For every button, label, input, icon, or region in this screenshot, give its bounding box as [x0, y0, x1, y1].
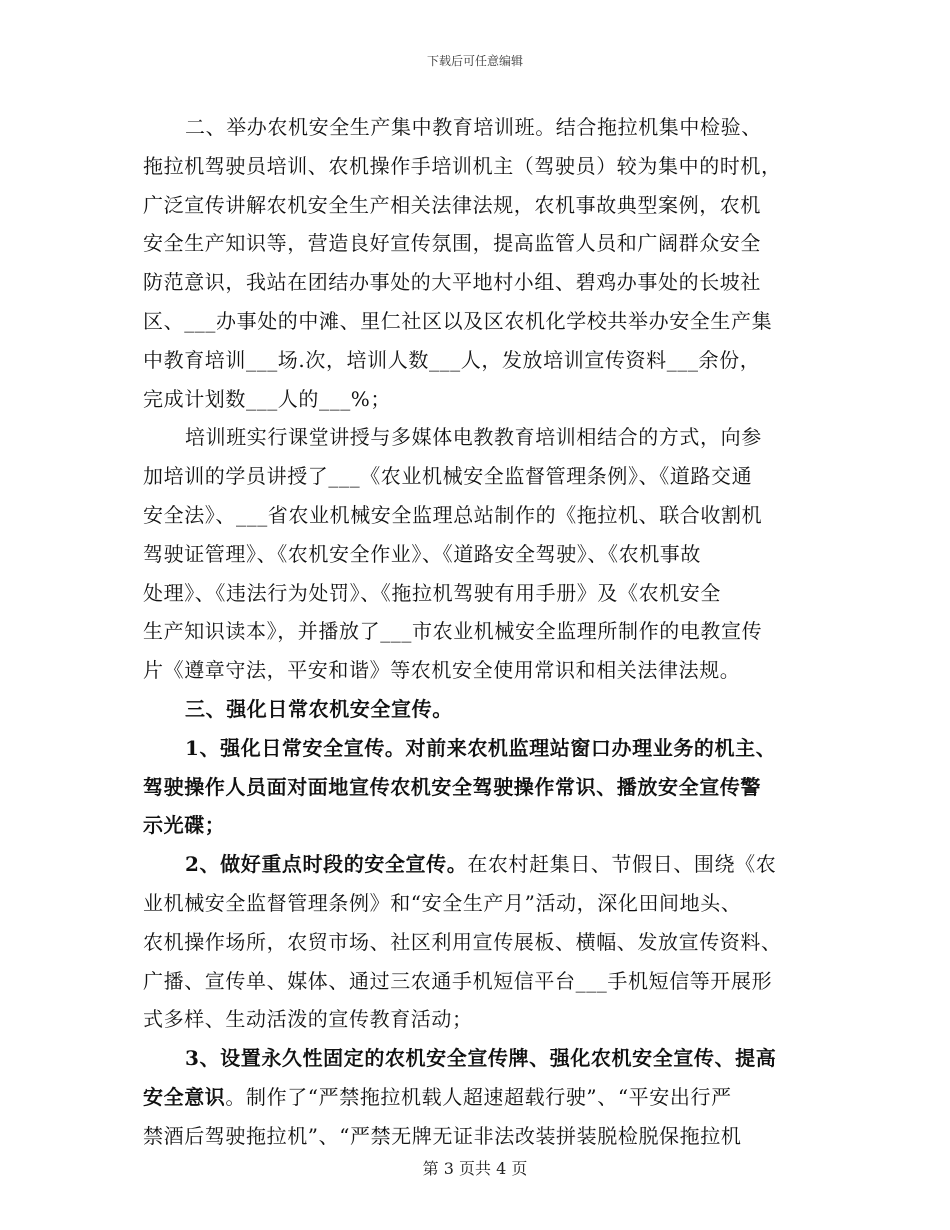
text-line: 安全法》、___省农业机械安全监理总站制作的《拖拉机、联合收割机: [143, 502, 763, 527]
text-line: 禁酒后驾驶拖拉机”、“严禁无牌无证非法改装拼装脱检脱保拖拉机: [143, 1123, 742, 1148]
text-line: [143, 1078, 813, 1117]
subheading: 2、做好重点时段的安全宣传。: [185, 852, 468, 877]
page-header: 下载后可任意编辑: [426, 54, 523, 68]
text-line: [143, 845, 813, 884]
text-line: 3、设置永久性固定的农机安全宣传牌、强化农机安全宣传、提高: [185, 1046, 777, 1071]
text-line: 片《遵章守法，平安和谐》等农机安全使用常识和相关法律法规。: [143, 658, 741, 683]
text-line: 安全生产知识等，营造良好宣传氛围，提高监管人员和广阔群众安全: [143, 231, 761, 256]
text-line: 加培训的学员讲授了___《农业机械安全监督管理条例》、《道路交通: [143, 464, 753, 489]
text-line: 处理》、《违法行为处罚》、《拖拉机驾驶有用手册》及《农机安全: [143, 580, 721, 605]
text-line: 1、强化日常安全宣传。对前来农机监理站窗口办理业务的机主、: [185, 735, 777, 760]
text-run: 在农村赶集日、节假日、围绕《农: [467, 852, 777, 877]
section-heading: 三、强化日常农机安全宣传。: [185, 696, 453, 721]
text-line: 生产知识读本》，并播放了___市农业机械安全监理所制作的电教宣传: [143, 619, 763, 644]
document-body: [143, 108, 813, 1156]
page-footer: 第 3 页共 4 页: [422, 1159, 528, 1178]
text-run: 。制作了“严禁拖拉机载人超速超载行驶”、“平安出行严: [225, 1084, 732, 1109]
text-line: 区、___办事处的中滩、里仁社区以及区农机化学校共举办安全生产集: [143, 308, 773, 333]
subheading: 安全意识: [143, 1084, 226, 1109]
text-line: 防范意识，我站在团结办事处的大平地村小组、碧鸡办事处的长坡社: [143, 270, 761, 295]
text-line: 式多样、生动活泼的宣传教育活动；: [143, 1007, 473, 1032]
text-line: 广播、宣传单、媒体、通过三农通手机短信平台___手机短信等开展形: [143, 968, 773, 993]
text-line: 培训班实行课堂讲授与多媒体电教教育培训相结合的方式，向参: [185, 425, 762, 450]
text-line: 二、举办农机安全生产集中教育培训班。结合拖拉机集中检验、: [185, 115, 762, 139]
text-line: 完成计划数___人的___%；: [143, 386, 392, 411]
text-line: 驾驶证管理》、《农机安全作业》、《道路安全驾驶》、《农机事故: [143, 541, 701, 566]
text-line: 业机械安全监督管理条例》和“安全生产月”活动，深化田间地头、: [143, 890, 742, 915]
text-line: 示光碟；: [143, 813, 226, 838]
text-line: 中教育培训___场.次，培训人数___人，发放培训宣传资料___余份，: [143, 347, 761, 372]
text-line: 驾驶操作人员面对面地宣传农机安全驾驶操作常识、播放安全宣传警: [143, 774, 761, 799]
text-line: 广泛宣传讲解农机安全生产相关法律法规，农机事故典型案例，农机: [143, 192, 761, 217]
text-line: 拖拉机驾驶员培训、农机操作手培训机主（驾驶员）较为集中的时机，: [143, 153, 782, 178]
text-line: 农机操作场所，农贸市场、社区利用宣传展板、横幅、发放宣传资料、: [143, 929, 782, 954]
